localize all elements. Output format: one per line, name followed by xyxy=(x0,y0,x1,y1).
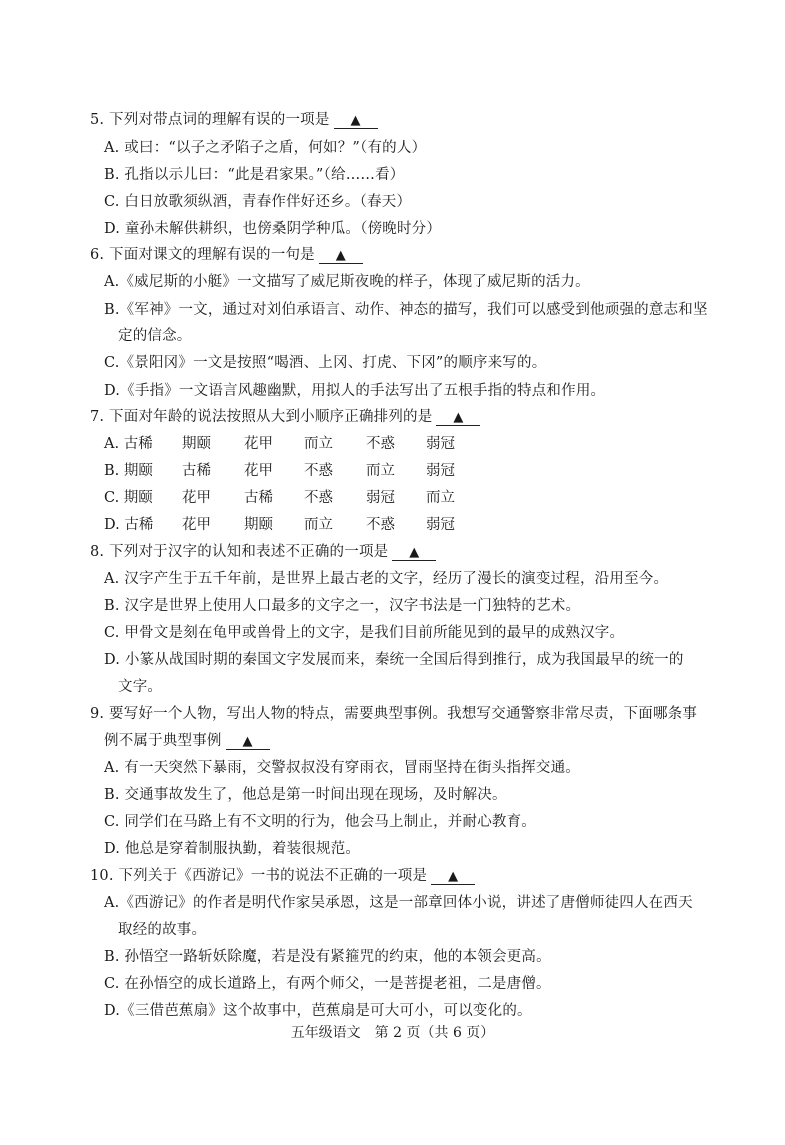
option-d: D. 童孙未解供耕织，也傍桑阴学种瓜。（傍晚时分） xyxy=(104,221,442,237)
option-a-continued: 取经的故事。 xyxy=(118,922,207,938)
answer-blank[interactable]: ▲ xyxy=(334,112,378,129)
age-term: 弱冠 xyxy=(426,463,455,479)
question-stem: 7. 下面对年龄的说法按照从大到小顺序正确排列的是 ▲ xyxy=(90,405,480,426)
option-b: B. 交通事故发生了，他总是第一时间出现在现场，及时解决。 xyxy=(104,787,507,803)
age-term: C. 期颐 xyxy=(104,490,153,506)
age-term: 花甲 xyxy=(182,517,211,533)
question-stem: 9. 要写好一个人物，写出人物的特点，需要典型事例。我想写交通警察非常尽责，下面哪条事 xyxy=(90,706,698,722)
option-b: B. 汉字是世界上使用人口最多的文字之一，汉字书法是一门独特的艺术。 xyxy=(104,598,581,614)
age-term: 弱冠 xyxy=(426,436,455,452)
age-term: 弱冠 xyxy=(426,517,455,533)
option-c: C. 同学们在马路上有不文明的行为，他会马上制止，并耐心教育。 xyxy=(104,814,536,830)
option-c: C. 在孙悟空的成长道路上，有两个师父，一是菩提老祖，二是唐僧。 xyxy=(104,976,551,992)
age-term: D. 古稀 xyxy=(104,517,154,533)
option-c: C.《景阳冈》一文是按照“喝酒、上冈、打虎、下冈”的顺序来写的。 xyxy=(104,355,547,371)
option-b: B. 孙悟空一路斩妖除魔，若是没有紧箍咒的约束，他的本领会更高。 xyxy=(104,949,551,965)
question-stem: 10. 下列关于《西游记》一书的说法不正确的一项是 ▲ xyxy=(90,864,475,885)
age-term: 期颐 xyxy=(244,517,273,533)
age-term: 不惑 xyxy=(304,463,333,479)
option-b-continued: 定的信念。 xyxy=(118,328,192,344)
age-term: 而立 xyxy=(426,490,455,506)
option-d: D.《三借芭蕉扇》这个故事中，芭蕉扇是可大可小，可以变化的。 xyxy=(104,1003,532,1019)
age-term: 而立 xyxy=(304,436,333,452)
option-d: D.《手指》一文语言风趣幽默，用拟人的手法写出了五根手指的特点和作用。 xyxy=(104,383,606,399)
option-b: B.《军神》一文，通过对刘伯承语言、动作、神态的描写，我们可以感受到他顽强的意志和坚 xyxy=(104,302,708,318)
option-a: A. 有一天突然下暴雨，交警叔叔没有穿雨衣，冒雨坚持在街头指挥交通。 xyxy=(104,760,580,776)
option-d-continued: 文字。 xyxy=(118,679,163,695)
answer-blank[interactable]: ▲ xyxy=(436,409,480,426)
age-term: 古稀 xyxy=(182,463,211,479)
option-a: A.《威尼斯的小艇》一文描写了威尼斯夜晚的样子，体现了威尼斯的活力。 xyxy=(104,274,590,290)
option-d: D. 小篆从战国时期的秦国文字发展而来，秦统一全国后得到推行，成为我国最早的统一的 xyxy=(104,652,684,668)
question-stem-continued: 例不属于典型事例 ▲ xyxy=(104,729,270,750)
age-term: 而立 xyxy=(304,517,333,533)
option-d: D. 他总是穿着制服执勤，着装很规范。 xyxy=(104,841,361,857)
age-term: 不惑 xyxy=(366,517,395,533)
option-c: C. 白日放歌须纵酒，青春作伴好还乡。（春天） xyxy=(104,194,412,210)
age-term: 花甲 xyxy=(182,490,211,506)
question-stem: 5. 下列对带点词的理解有误的一项是 ▲ xyxy=(90,108,378,129)
option-b: B. 孔指以示儿曰：“此是君家果。”（给……看） xyxy=(104,167,405,183)
option-a: A. 汉字产生于五千年前，是世界上最古老的文字，经历了漫长的演变过程，沿用至今。 xyxy=(104,571,669,587)
age-term: 古稀 xyxy=(244,490,273,506)
option-c: C. 甲骨文是刻在龟甲或兽骨上的文字，是我们目前所能见到的最早的成熟汉字。 xyxy=(104,625,625,641)
answer-blank[interactable]: ▲ xyxy=(392,544,436,561)
age-term: B. 期颐 xyxy=(104,463,153,479)
age-term: 不惑 xyxy=(366,436,395,452)
age-term: 不惑 xyxy=(304,490,333,506)
option-a: A.《西游记》的作者是明代作家吴承恩，这是一部章回体小说，讲述了唐僧师徒四人在西天 xyxy=(104,895,693,911)
age-term: 弱冠 xyxy=(366,490,395,506)
answer-blank[interactable]: ▲ xyxy=(431,868,475,885)
age-term: A. 古稀 xyxy=(104,436,153,452)
question-stem: 8. 下列对于汉字的认知和表述不正确的一项是 ▲ xyxy=(90,540,436,561)
answer-blank[interactable]: ▲ xyxy=(319,247,363,264)
age-term: 花甲 xyxy=(244,463,273,479)
age-term: 期颐 xyxy=(182,436,211,452)
page-footer: 五年级语文 第 2 页（共 6 页） xyxy=(290,1025,495,1041)
answer-blank[interactable]: ▲ xyxy=(226,733,270,750)
age-term: 而立 xyxy=(366,463,395,479)
question-stem: 6. 下面对课文的理解有误的一句是 ▲ xyxy=(90,243,363,264)
option-a: A. 或曰：“以子之矛陷子之盾，何如？”（有的人） xyxy=(104,140,427,156)
age-term: 花甲 xyxy=(244,436,273,452)
